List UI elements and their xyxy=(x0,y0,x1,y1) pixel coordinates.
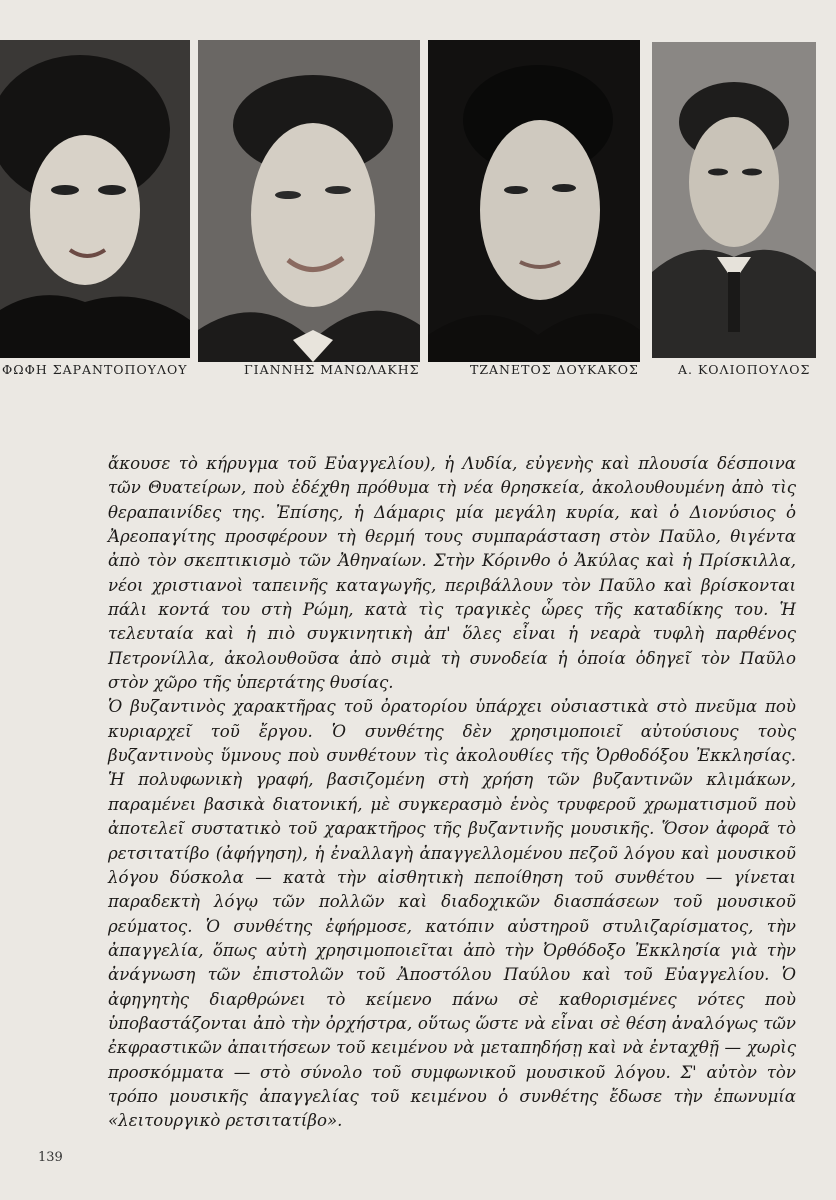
paragraph-2: Ὁ βυζαντινὸς χαρακτῆρας τοῦ ὀρατορίου ὑπάρχει οὐσιαστικὰ στὸ πνεῦμα ποὺ κυριαρχεῖ τοῦ ἔργου. Ὁ συνθέτης δὲν χρησιμοποιεῖ αὐτούσιους τοὺς βυζαντινοὺς ὕμνους ποὺ συνθέτουν τὶς ἀκολουθίες τῆς Ὀρθοδόξου Ἐκκλησίας. Ἡ πολυφωνικὴ γραφή, βασιζομένη στὴ χρήση τῶν βυζαντινῶν κλιμάκων, παραμένει βασικὰ διατονική, μὲ συγκερασμὸ ἑνὸς τρυφεροῦ χρωματισμοῦ ποὺ ἀποτελεῖ συστατικὸ τοῦ χαρακτῆρος τῆς βυζαντινῆς μουσικῆς. Ὅσον ἀφορᾶ τὸ ρετσιτατίβο (ἀφήγηση), ἡ ἐναλλαγὴ ἀπαγγελλομένου πεζοῦ λόγου καὶ μουσικοῦ λόγου δύσκολα — κατὰ τὴν αἰσθητικὴ πεποίθηση τοῦ συνθέτου — γίνεται παραδεκτὴ λόγῳ τῶν πολλῶν καὶ διαδοχικῶν διασπάσεων τοῦ μουσικοῦ ρεύματος. Ὁ συνθέτης ἐφήρμοσε, κατόπιν αὐστηροῦ στυλιζαρίσματος, τὴν ἀπαγγελία, ὅπως αὐτὴ χρησιμοποιεῖται ἀπὸ τὴν Ὀρθόδοξο Ἐκκλησία γιὰ τὴν ἀνάγνωση τῶν ἐπιστολῶν τοῦ Ἀποστόλου Παύλου καὶ τοῦ Εὐαγγελίου. Ὁ ἀφηγητὴς διαρθρώνει τὸ κείμενο πάνω σὲ καθορισμένες νότες ποὺ ὑποβαστάζονται ἀπὸ τὴν ὀρχήστρα, οὕτως ὥστε νὰ εἶναι σὲ θέση ἀναλόγως τῶν ἐκφραστικῶν ἀπαιτήσεων τοῦ κειμένου νὰ μεταπηδήσῃ καὶ νὰ ἐνταχθῇ — χωρὶς προσκόμματα — στὸ σύνολο τοῦ συμφωνικοῦ μουσικοῦ λόγου. Σ' αὐτὸν τὸν τρόπο μουσικῆς ἀπαγγελίας τοῦ κειμένου ὁ συνθέτης ἔδωσε τὴν ἐπωνυμία «λειτουργικὸ ρετσιτατίβο». xyxy=(108,697,796,1131)
portrait-photo-1 xyxy=(0,40,190,358)
portrait-image xyxy=(198,40,420,362)
photo-caption-3: ΤΖΑΝΕΤΟΣ ΔΟΥΚΑΚΟΣ xyxy=(470,362,639,377)
photo-caption-1: ΦΩΦΗ ΣΑΡΑΝΤΟΠΟΥΛΟΥ xyxy=(2,362,188,377)
portrait-photo-3 xyxy=(428,40,640,362)
paragraph-1: ἄκουσε τὸ κήρυγμα τοῦ Εὐαγγελίου), ἡ Λυδία, εὐγενὴς καὶ πλουσία δέσποινα τῶν Θυατείρων, ποὺ ἐδέχθη πρόθυμα τὴ νέα θρησκεία, ἀκολουθουμένη ἀπὸ τὶς θεραπαινίδες της. Ἐπίσης, ἡ Δάμαρις μία μεγάλη κυρία, καὶ ὁ Διονύσιος ὁ Ἀρεοπαγίτης προσφέρουν τὴ θερμή τους συμπαράσταση στὸν Παῦλο, θιγέντα ἀπὸ τὸν σκεπτικισμὸ τῶν Ἀθηναίων. Στὴν Κόρινθο ὁ Ἀκύλας καὶ ἡ Πρίσκιλλα, νέοι χριστιανοὶ ταπεινῆς καταγωγῆς, περιβάλλουν τὸν Παῦλο καὶ βρίσκονται πάλι κοντά του στὴ Ρώμη, κατὰ τὶς τραγικὲς ὧρες τῆς καταδίκης του. Ἡ τελευταία καὶ ἡ πιὸ συγκινητικὴ ἀπ' ὅλες εἶναι ἡ νεαρὰ τυφλὴ παρθένος Πετρονίλλα, ἀκολουθοῦσα ἀπὸ σιμὰ τὴ συνοδεία ἡ ὁποία ὁδηγεῖ τὸν Παῦλο στὸν χῶρο τῆς ὑπερτάτης θυσίας. xyxy=(108,454,796,693)
article-body xyxy=(108,452,796,1134)
portrait-photo-4 xyxy=(652,42,816,358)
portrait-image xyxy=(428,40,640,362)
portrait-image xyxy=(652,42,816,358)
portrait-photo-2 xyxy=(198,40,420,362)
photo-caption-4: Α. ΚΟΛΙΟΠΟΥΛΟΣ xyxy=(678,362,811,377)
photo-caption-2: ΓΙΑΝΝΗΣ ΜΑΝΩΛΑΚΗΣ xyxy=(244,362,420,377)
page-number: 139 xyxy=(38,1150,63,1165)
portrait-image xyxy=(0,40,190,358)
